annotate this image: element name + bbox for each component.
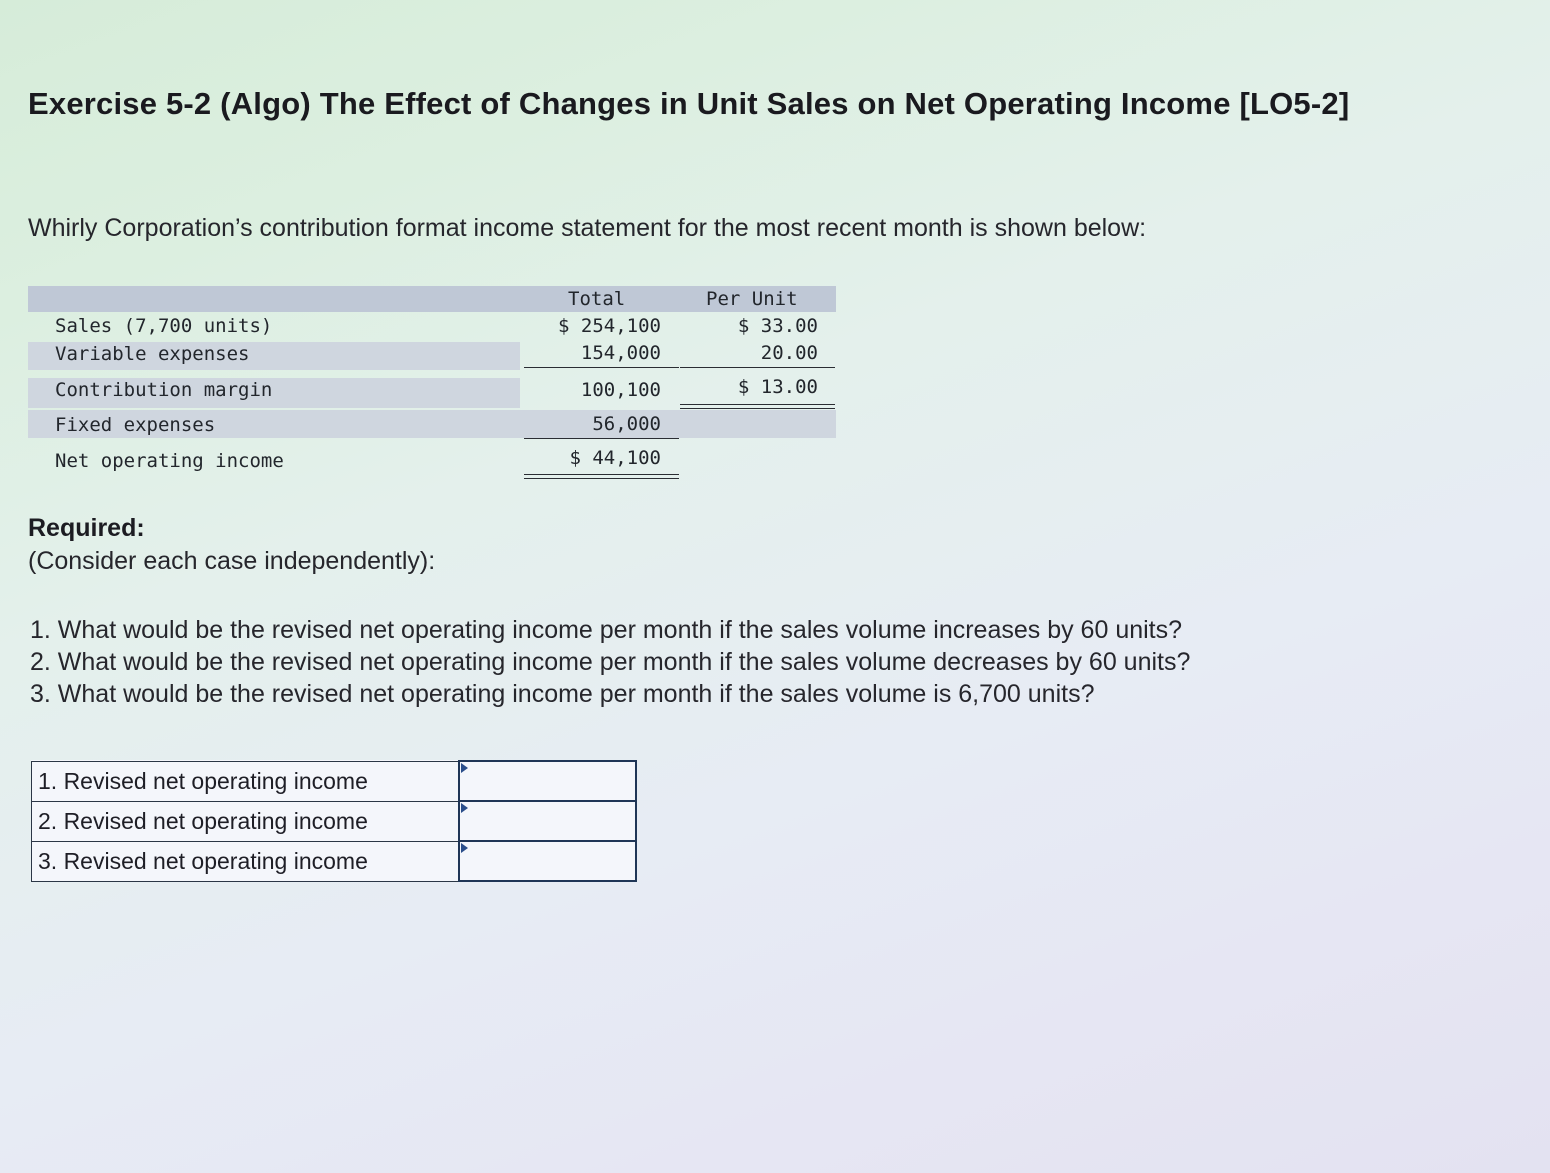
header-per-unit: Per Unit <box>706 288 798 310</box>
income-statement <box>28 286 836 486</box>
required-note: (Consider each case independently): <box>28 547 436 575</box>
required-heading: Required: <box>28 514 145 542</box>
page-title: Exercise 5-2 (Algo) The Effect of Changes in Unit Sales on Net Operating Income [LO5-2] <box>28 86 1350 121</box>
total-rule-net-income <box>524 474 679 479</box>
answer-marker-icon <box>461 803 468 813</box>
row-total-sales: $ 254,100 <box>558 315 661 337</box>
row-total-variable-expenses: 154,000 <box>580 342 661 364</box>
answer-marker-icon <box>461 843 468 853</box>
answer-input-cell-2[interactable] <box>459 801 636 841</box>
total-rule-per-unit <box>680 404 835 409</box>
answer-table <box>31 760 637 882</box>
answer-marker-icon <box>461 763 468 773</box>
answer-row <box>32 761 637 801</box>
intro-text: Whirly Corporation’s contribution format income statement for the most recent month is shown below: <box>28 214 1147 242</box>
row-total-net-operating-income: $ 44,100 <box>569 447 661 469</box>
answer-input-1[interactable] <box>460 763 635 799</box>
answer-input-cell-3[interactable] <box>459 841 636 881</box>
answer-input-3[interactable] <box>460 843 635 879</box>
answer-label-2: 2. Revised net operating income <box>32 801 460 841</box>
answer-row <box>32 841 637 881</box>
row-label-sales: Sales (7,700 units) <box>55 315 273 337</box>
question-1: 1. What would be the revised net operating income per month if the sales volume increases by 60 units? <box>30 616 1183 644</box>
row-label-fixed-expenses: Fixed expenses <box>55 414 216 436</box>
row-per-unit-contribution-margin: $ 13.00 <box>737 376 818 398</box>
subtotal-rule-per-unit <box>680 367 835 368</box>
row-label-contribution-margin: Contribution margin <box>55 379 273 401</box>
row-label-variable-expenses: Variable expenses <box>55 343 250 365</box>
row-total-contribution-margin: 100,100 <box>580 379 661 401</box>
row-per-unit-variable-expenses: 20.00 <box>760 342 818 364</box>
header-total: Total <box>568 288 626 310</box>
subtotal-rule-fixed <box>524 438 679 439</box>
row-per-unit-sales: $ 33.00 <box>737 315 818 337</box>
answer-row <box>32 801 637 841</box>
answer-input-cell-1[interactable] <box>459 761 636 801</box>
question-list <box>30 614 1190 710</box>
question-2: 2. What would be the revised net operating income per month if the sales volume decreases by 60 units? <box>30 648 1191 676</box>
question-3: 3. What would be the revised net operating income per month if the sales volume is 6,700 units? <box>30 680 1095 708</box>
answer-label-3: 3. Revised net operating income <box>32 841 460 881</box>
answer-input-2[interactable] <box>460 803 635 839</box>
subtotal-rule-total <box>524 367 679 368</box>
answer-label-1: 1. Revised net operating income <box>32 761 460 801</box>
row-label-net-operating-income: Net operating income <box>55 450 284 472</box>
row-total-fixed-expenses: 56,000 <box>592 413 661 435</box>
